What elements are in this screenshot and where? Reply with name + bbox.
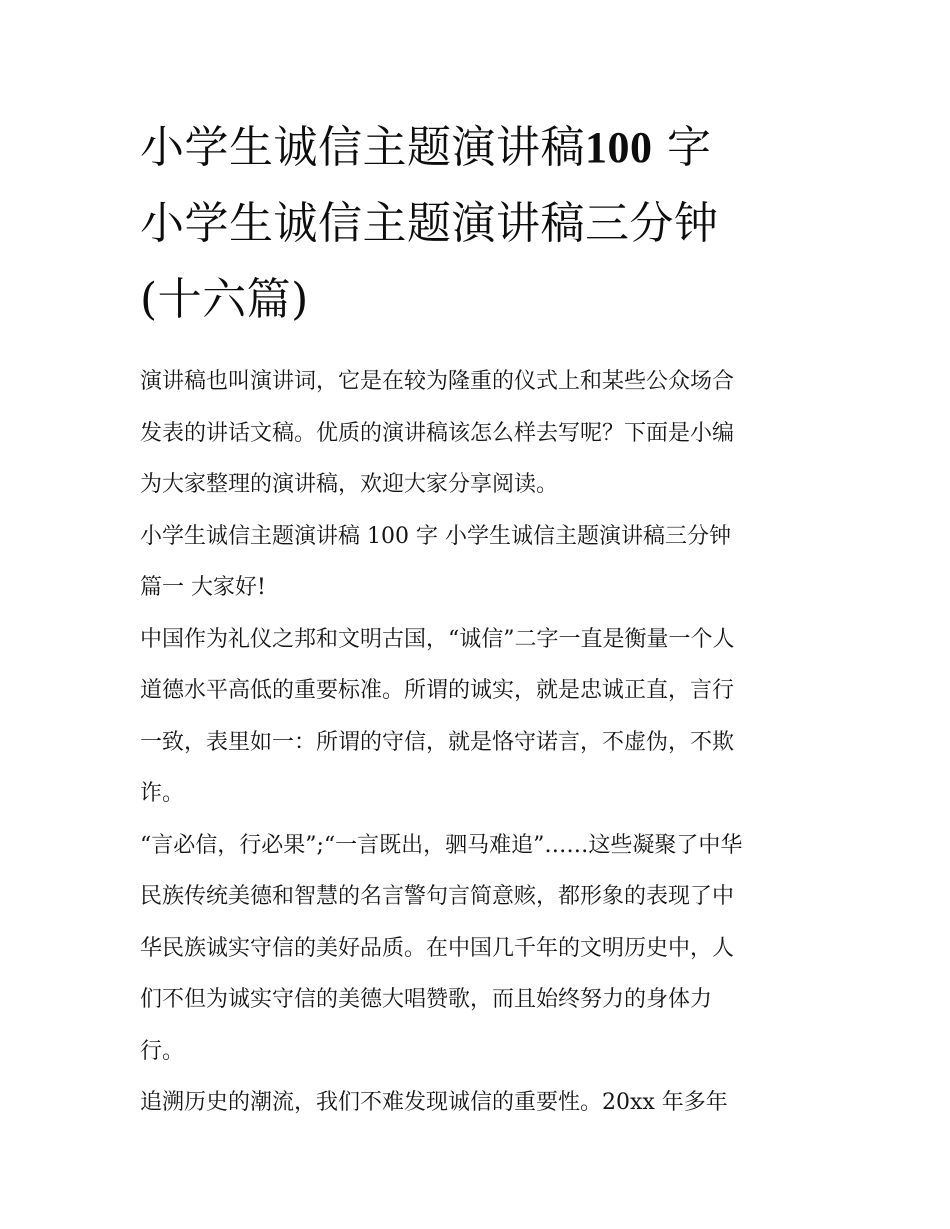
text-line: 华民族诚实守信的美好品质。在中国几千年的文明历史中，人 — [140, 935, 735, 961]
document-body — [140, 356, 820, 1129]
text-line: “言必信，行必果”;“一言既出，驷马难追”……这些凝聚了中华 — [140, 832, 743, 858]
text-line: 演讲稿也叫演讲词，它是在较为隆重的仪式上和某些公众场合 — [140, 369, 735, 394]
text-line: 行。 — [140, 1038, 185, 1064]
title-line: (十六篇) — [140, 274, 309, 325]
title-line: 小学生诚信主题演讲稿三分钟 — [140, 198, 719, 249]
title-text: 字 — [667, 122, 712, 173]
text-line: 发表的讲话文稿。优质的演讲稿该怎么样去写呢？下面是小编 — [140, 420, 735, 446]
text-line: 中国作为礼仪之邦和文明古国，“诚信”二字一直是衡量一个人 — [140, 626, 735, 652]
document-content — [140, 110, 820, 1129]
paragraph-body — [140, 614, 820, 820]
text-line: 民族传统美德和智慧的名言警句言简意赅，都形象的表现了中 — [140, 884, 735, 909]
title-number: 100 — [585, 123, 653, 172]
title-line — [140, 110, 820, 186]
text-line: 们不但为诚实守信的美德大唱赞歌，而且始终努力的身体力 — [140, 987, 713, 1012]
text-line: 追溯历史的潮流，我们不难发现诚信的重要性。20xx 年多年 — [140, 1090, 728, 1115]
text-line: 诈。 — [140, 781, 185, 806]
text-line: 小学生诚信主题演讲稿 100 字 小学生诚信主题演讲稿三分钟 — [140, 523, 731, 549]
document-title — [140, 110, 820, 338]
paragraph-intro — [140, 356, 820, 511]
text-line: 道德水平高低的重要标准。所谓的诚实，就是忠诚正直，言行 — [140, 678, 735, 703]
text-line: 篇一 大家好! — [140, 575, 266, 600]
title-text: 小学生诚信主题演讲稿 — [140, 122, 585, 173]
paragraph-body — [140, 1077, 820, 1129]
text-line: 为大家整理的演讲稿，欢迎大家分享阅读。 — [140, 472, 559, 497]
text-line: 一致，表里如一：所谓的守信，就是恪守诺言，不虚伪，不欺 — [140, 729, 735, 755]
paragraph-section-heading — [140, 511, 820, 614]
paragraph-body — [140, 820, 820, 1078]
